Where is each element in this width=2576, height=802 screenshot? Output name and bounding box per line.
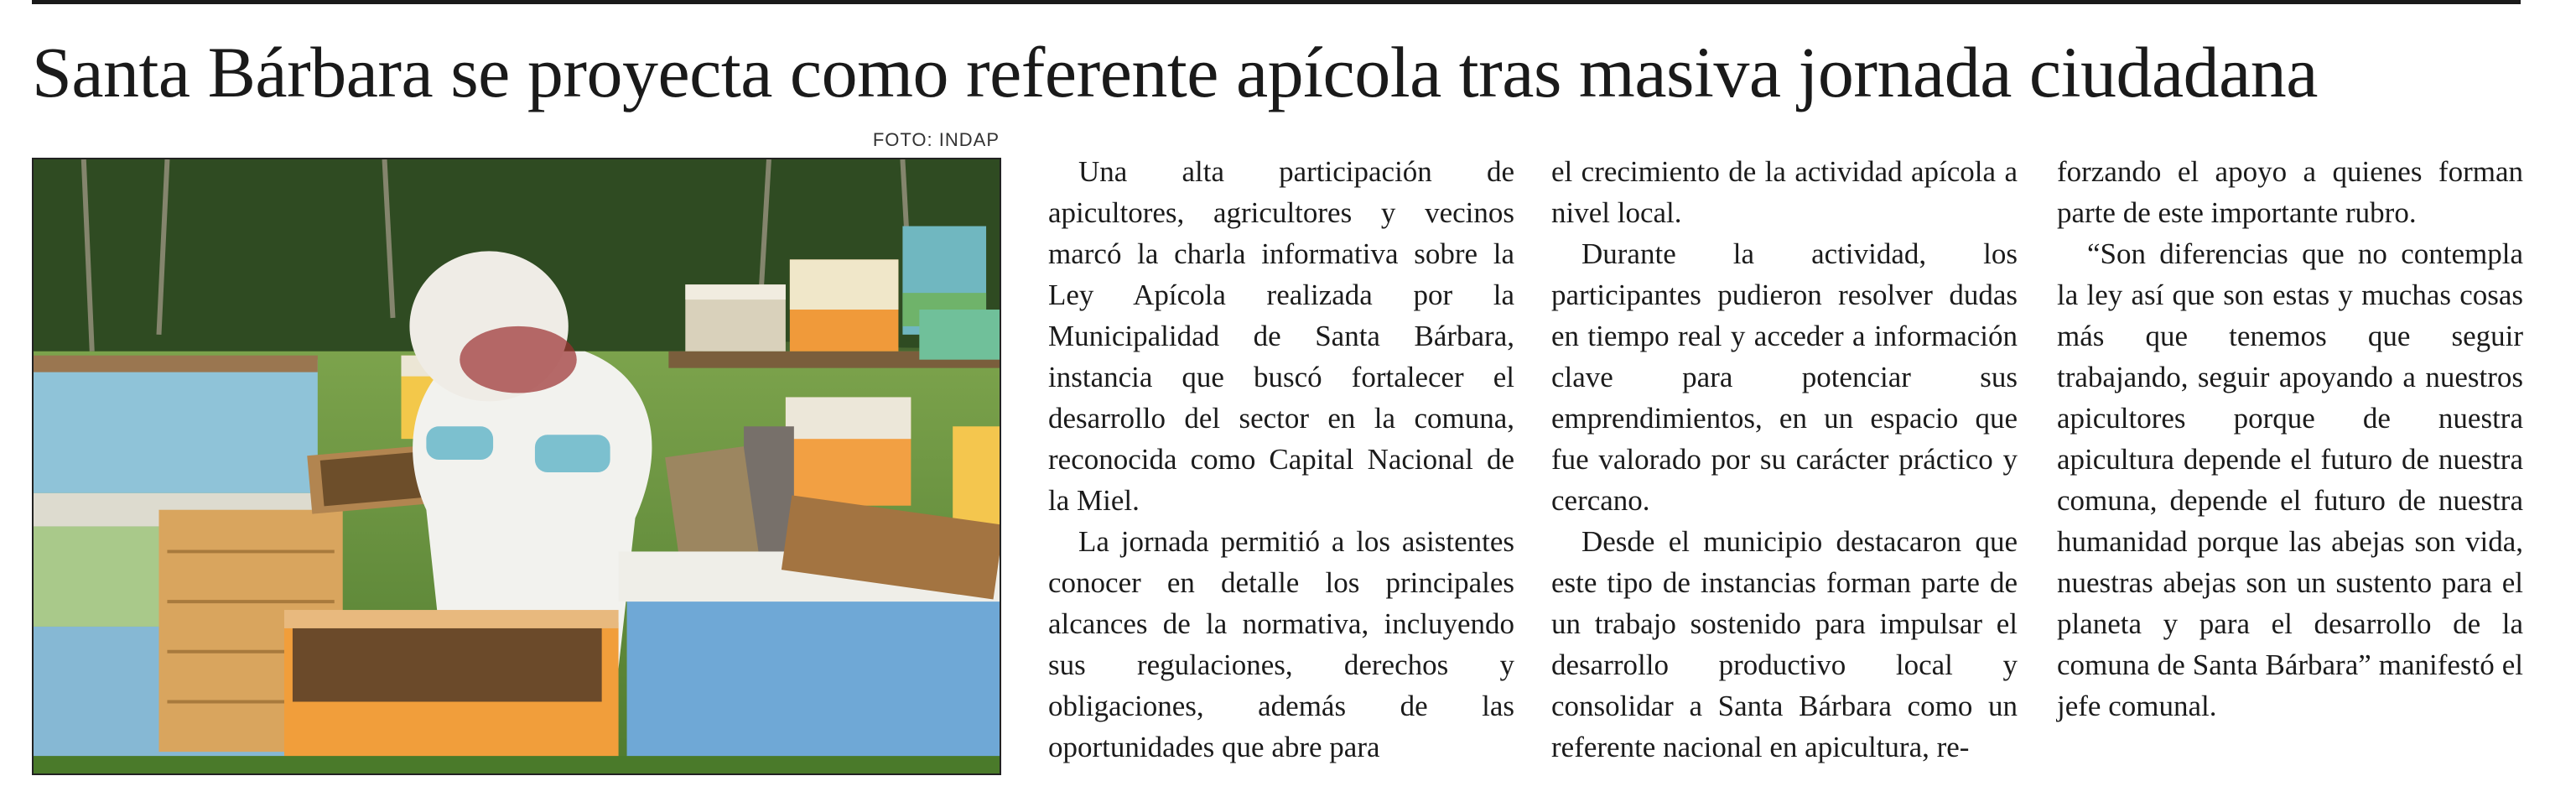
beekeeper-photo-icon [34,159,1000,773]
paragraph: forzando el apoyo a quienes forman parte de este importante rubro. [2057,155,2523,229]
article-column-3 [2057,151,2523,726]
paragraph: “Son diferencias que no contempla la ley así que son estas y muchas cosas más que tenemos que seguir trabajando, seguir apoyando a nuestros apicultores porque de nuestra apicultura depende el futuro de nuestra comuna, depende el futuro de nuestra humanidad porque las abejas son vida, nuestras abejas son un sustento para el planeta y para el desarrollo de la comuna de Santa Bárbara” manifestó el jefe comunal. [2057,237,2523,722]
paragraph: Desde el municipio destacaron que este tipo de instancias forman parte de un trabajo sostenido para impulsar el desarrollo productivo local y consolidar a Santa Bárbara como un referente nacional en apicultura, re- [1551,525,2018,763]
photo-credit: FOTO: INDAP [872,129,1000,150]
article-column-1 [1048,151,1514,768]
paragraph: Durante la actividad, los participantes pudieron resolver dudas en tiempo real y acceder a información clave para potenciar sus emprendimientos, en un espacio que fue valorado por su carácter práctico y cercano. [1551,237,2018,517]
paragraph: La jornada permitió a los asistentes conocer en detalle los principales alcances de la normativa, incluyendo sus regulaciones, derechos y obligaciones, además de las oportunidades que abre para [1048,525,1514,763]
paragraph: Una alta participación de apicultores, agricultores y vecinos marcó la charla informativa sobre la Ley Apícola realizada por la Municipalidad de Santa Bárbara, instancia que buscó fortalecer el desarrollo del sector en la comuna, reconocida como Capital Nacional de la Miel. [1048,155,1514,517]
headline: Santa Bárbara se proyecta como referente apícola tras masiva jornada ciudadana [32,32,2318,112]
paragraph: el crecimiento de la actividad apícola a nivel local. [1551,155,2018,229]
article-photo [32,158,1001,775]
top-rule [32,0,2521,4]
article-column-2 [1551,151,2018,768]
